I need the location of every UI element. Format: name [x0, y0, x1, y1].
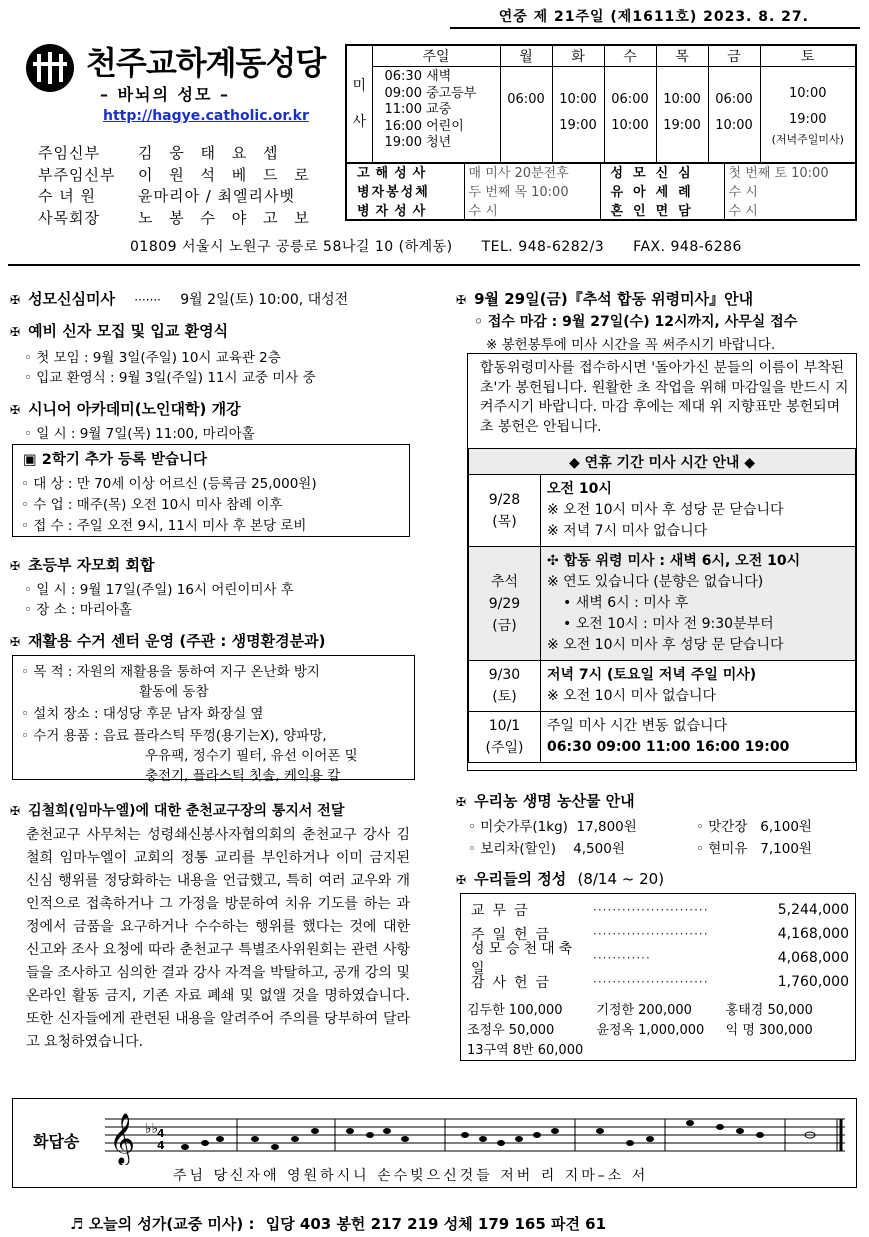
section-mark-icon: ✠ — [456, 873, 467, 887]
section-mark-icon: ✠ — [10, 635, 21, 649]
svg-text:♭♭: ♭♭ — [145, 1121, 159, 1137]
sacraments-table — [345, 162, 857, 221]
table-row: 9/30 (토) 저녁 7시 (토요일 저녁 주일 미사) ※ 오전 10시 미사 없습니다 — [469, 661, 856, 712]
section-mark-icon: ✠ — [456, 795, 467, 809]
parish-logo-icon — [24, 42, 76, 94]
parents-meeting-title: ✠ 초등부 자모회 회합 — [10, 556, 155, 574]
hymn-info — [70, 1213, 606, 1234]
day-header: 월 — [500, 45, 552, 67]
senior-academy-title: ✠ 시니어 아카데미(노인대학) 개강 — [10, 400, 241, 418]
staff-row: 사목회장 노 봉 수 야 고 보 — [38, 208, 315, 227]
svg-text:4: 4 — [157, 1139, 165, 1152]
staff-row: 주임신부 김 웅 태 요 셉 — [38, 144, 284, 162]
issue-info: 연중 제 21주일 (제1611호) 2023. 8. 27. — [498, 9, 809, 25]
psalm-response-box — [12, 1098, 857, 1188]
donor-row: 김두한 100,000 기정한 200,000 홍태경 50,000 — [467, 1002, 813, 1018]
sacrament-row: 병자성사 수 시 혼인면담 수 시 — [346, 200, 856, 220]
hymn-numbers: 입당 403 봉헌 217 219 성체 179 165 파견 61 — [265, 1215, 607, 1233]
letter-body: 춘천교구 사무처는 성령쇄신봉사자협의회의 춘천교구 강사 김철희 임마누엘이 교회의 정통 교리를 부인하거나 이미 금지된 신심 행위를 정당화하는 내용을 언급했고, 특히 여러 교우와 개인적으로 접촉하거나 그 가정을 방문하여 치유 기도를 하는 과정에서 금품을 요구하거나 수수하는 행위를 했다는 것에 대한 신고와 조사 요청에 따라 춘천교구 특별조사위원회는 관련 사항들을 조사하고 심의한 결과 강사 자격을 박탈하고, 공개 강의 및 온라인 활동 금지, 기존 자료 폐쇄 및 없앨 것을 명하였습니다. 또한 신자들에게 관련된 내용을 알려주어 주의를 당부하여 달라고 요청하였습니다. — [26, 827, 410, 1050]
day-header: 화 — [552, 45, 604, 67]
section-mark-icon: ✠ — [456, 293, 467, 307]
marian-mass-section: ✠ 성모신심미사 ······· 9월 2일(토) 10:00, 대성전 — [10, 290, 349, 308]
table-row: 9/28 (목) 오전 10시 ※ 오전 10시 미사 후 성당 문 닫습니다 ※ 저녁 7시 미사 없습니다 — [469, 475, 856, 547]
section-mark-icon: ✠ — [10, 293, 21, 307]
table-row: 추석 9/29 (금) ✣ 합동 위령 미사 : 새벽 6시, 오전 10시 ※ 연도 있습니다 (분향은 없습니다) • 새벽 6시 : 미사 후 • 오전 10시 : 미사 전 9:30분부터 ※ 오전 10시 미사 후 성당 문 닫습니다 — [469, 547, 856, 661]
catechumen-title: ✠ 예비 신자 모집 및 입교 환영식 — [10, 322, 229, 340]
list-item: ◦ 일 시 : 9월 17일(주일) 16시 어린이미사 후 — [24, 582, 294, 598]
list-item: ◦ 첫 모임 : 9월 3일(주일) 10시 교육관 2층 — [24, 350, 281, 366]
day-header: 금 — [708, 45, 760, 67]
thursday-times: 10:00 19:00 — [656, 67, 708, 163]
saturday-times: 10:00 19:00 (저녁주일미사) — [760, 67, 856, 163]
list-item: ◦ 수 업 : 매주(목) 오전 10시 미사 참례 이후 — [21, 497, 283, 513]
monday-times: 06:00 — [500, 67, 552, 163]
letter-title: ✠ 김철희(임마누엘)에 대한 춘천교구장의 통지서 전달 — [10, 803, 345, 819]
memorial-notice-box — [467, 353, 857, 771]
recycle-title: ✠ 재활용 수거 센터 운영 (주관 : 생명환경분과) — [10, 632, 326, 650]
donor-row: 조정우 50,000 윤정옥 1,000,000 익 명 300,000 — [467, 1022, 813, 1038]
holiday-table-title: ◆ 연휴 기간 미사 시간 안내 ◆ — [469, 449, 856, 475]
section-mark-icon: ✠ — [10, 559, 21, 573]
registration-box — [12, 444, 410, 537]
product-item: ◦ 맛간장 6,100원 — [696, 819, 812, 835]
product-item: ◦ 보리차(할인) 4,500원 — [468, 841, 625, 857]
friday-times: 06:00 10:00 — [708, 67, 760, 163]
offering-row: 주일헌금 ························ 4,168,000 — [471, 926, 849, 943]
day-header: 토 — [760, 45, 856, 67]
staff-row: 수 녀 원 윤마리아 / 최엘리사벳 — [38, 187, 296, 205]
memorial-note: ※ 봉헌봉투에 미사 시간을 꼭 써주시기 바랍니다. — [486, 337, 776, 353]
product-item: ◦ 현미유 7,100원 — [696, 841, 812, 857]
farm-title: ✠ 우리농 생명 농산물 안내 — [456, 792, 635, 810]
offering-box — [460, 893, 856, 1061]
music-staff-icon — [105, 1109, 845, 1165]
staff-list — [38, 143, 315, 229]
list-item: ◦ 장 소 : 마리아홀 — [24, 602, 132, 618]
psalm-title: 화답송 — [33, 1132, 80, 1151]
offering-row: 교무금 ························ 5,244,000 — [471, 902, 849, 919]
recycle-box: ◦ 목 적 : 자원의 재활용을 통하여 지구 온난화 방지 활동에 동참 ◦ 설치 장소 : 대성당 후문 남자 화장실 옆 ◦ 수거 용품 : 음료 플라스틱 뚜껑(용기는X), 양파망, 우유팩, 정수기 필터, 유선 이어폰 및 충전기, 플라스틱 칫솔, 케익용 칼 — [12, 655, 415, 780]
donor-row: 13구역 8반 60,000 — [467, 1042, 584, 1058]
fax: FAX. 948-6286 — [633, 239, 742, 255]
parish-name: 천주교하계동성당 — [86, 44, 326, 82]
list-item: ◦ 입교 환영식 : 9월 3일(주일) 11시 교중 미사 중 — [24, 370, 316, 386]
hymn-label: ♬ 오늘의 성가(교중 미사) : — [70, 1215, 255, 1233]
section-mark-icon: ✠ — [10, 325, 21, 339]
offering-title: ✠ 우리들의 정성 (8/14 ~ 20) — [456, 870, 665, 888]
svg-text:4: 4 — [157, 1127, 165, 1140]
list-item: ◦ 대 상 : 만 70세 이상 어르신 (등록금 25,000원) — [21, 476, 317, 492]
tuesday-times: 10:00 19:00 — [552, 67, 604, 163]
day-header: 수 — [604, 45, 656, 67]
address: 01809 서울시 노원구 공릉로 58나길 10 (하계동) — [130, 239, 453, 255]
divider — [450, 27, 860, 29]
mass-schedule-table — [345, 44, 857, 164]
memorial-mass-title: ✠ 9월 29일(금)『추석 합동 위령미사』안내 — [456, 290, 754, 308]
registration-title: ▣ 2학기 추가 등록 받습니다 — [23, 452, 208, 468]
section-mark-icon: ✠ — [10, 403, 21, 417]
svg-text:𝄞: 𝄞 — [109, 1113, 136, 1164]
day-header: 목 — [656, 45, 708, 67]
offering-row: 감사헌금 ························ 1,760,000 — [471, 974, 849, 991]
parish-subtitle: – 바뇌의 성모 – — [100, 85, 230, 104]
website-link[interactable]: http://hagye.catholic.or.kr — [103, 108, 309, 124]
product-item: ◦ 미숫가루(1kg) 17,800원 — [468, 819, 637, 835]
memorial-deadline: ◦ 접수 마감 : 9월 27일(수) 12시까지, 사무실 접수 — [474, 314, 798, 330]
offering-row: 성모승천대축일 ············ 4,068,000 — [471, 941, 849, 977]
day-header: 주일 — [372, 45, 500, 67]
table-row: 10/1 (주일) 주일 미사 시간 변동 없습니다 06:30 09:00 11:00 16:00 19:00 — [469, 712, 856, 763]
divider — [8, 264, 860, 266]
memorial-notice-text: 합동위령미사를 접수하시면 '돌아가신 분들의 이름이 부착된 초'가 봉헌됩니다. 원활한 초 작업을 위해 마감일을 반드시 지켜주시기 바랍니다. 마감 후에는 제대 위 지향표만 봉헌되며 초 봉헌은 안됩니다. — [480, 360, 849, 435]
sacrament-row: 고해성사 매 미사 20분전후 성모신심 첫 번째 토 10:00 — [346, 162, 856, 181]
sunday-times: 06:30 새벽 09:00 중고등부 11:00 교중 16:00 어린이 19:00 청년 — [372, 67, 500, 163]
section-mark-icon: ✠ — [10, 804, 21, 818]
staff-row: 부주임신부 이 원 석 베 드 로 — [38, 165, 315, 184]
sacrament-row: 병자봉성체 두 번째 목 10:00 유아세례 수 시 — [346, 181, 856, 200]
telephone: TEL. 948-6282/3 — [481, 239, 605, 255]
psalm-lyrics: 주님 당신자애 영원하시니 손수빚으신것들 저버 리 지마–소 서 — [173, 1168, 649, 1184]
mass-label: 미 사 — [346, 45, 372, 163]
wednesday-times: 06:00 10:00 — [604, 67, 656, 163]
list-item: ◦ 접 수 : 주일 오전 9시, 11시 미사 후 본당 로비 — [21, 518, 307, 534]
contact-info — [130, 236, 766, 256]
list-item: ◦ 일 시 : 9월 7일(목) 11:00, 마리아홀 — [24, 426, 255, 442]
holiday-mass-table — [468, 448, 856, 763]
